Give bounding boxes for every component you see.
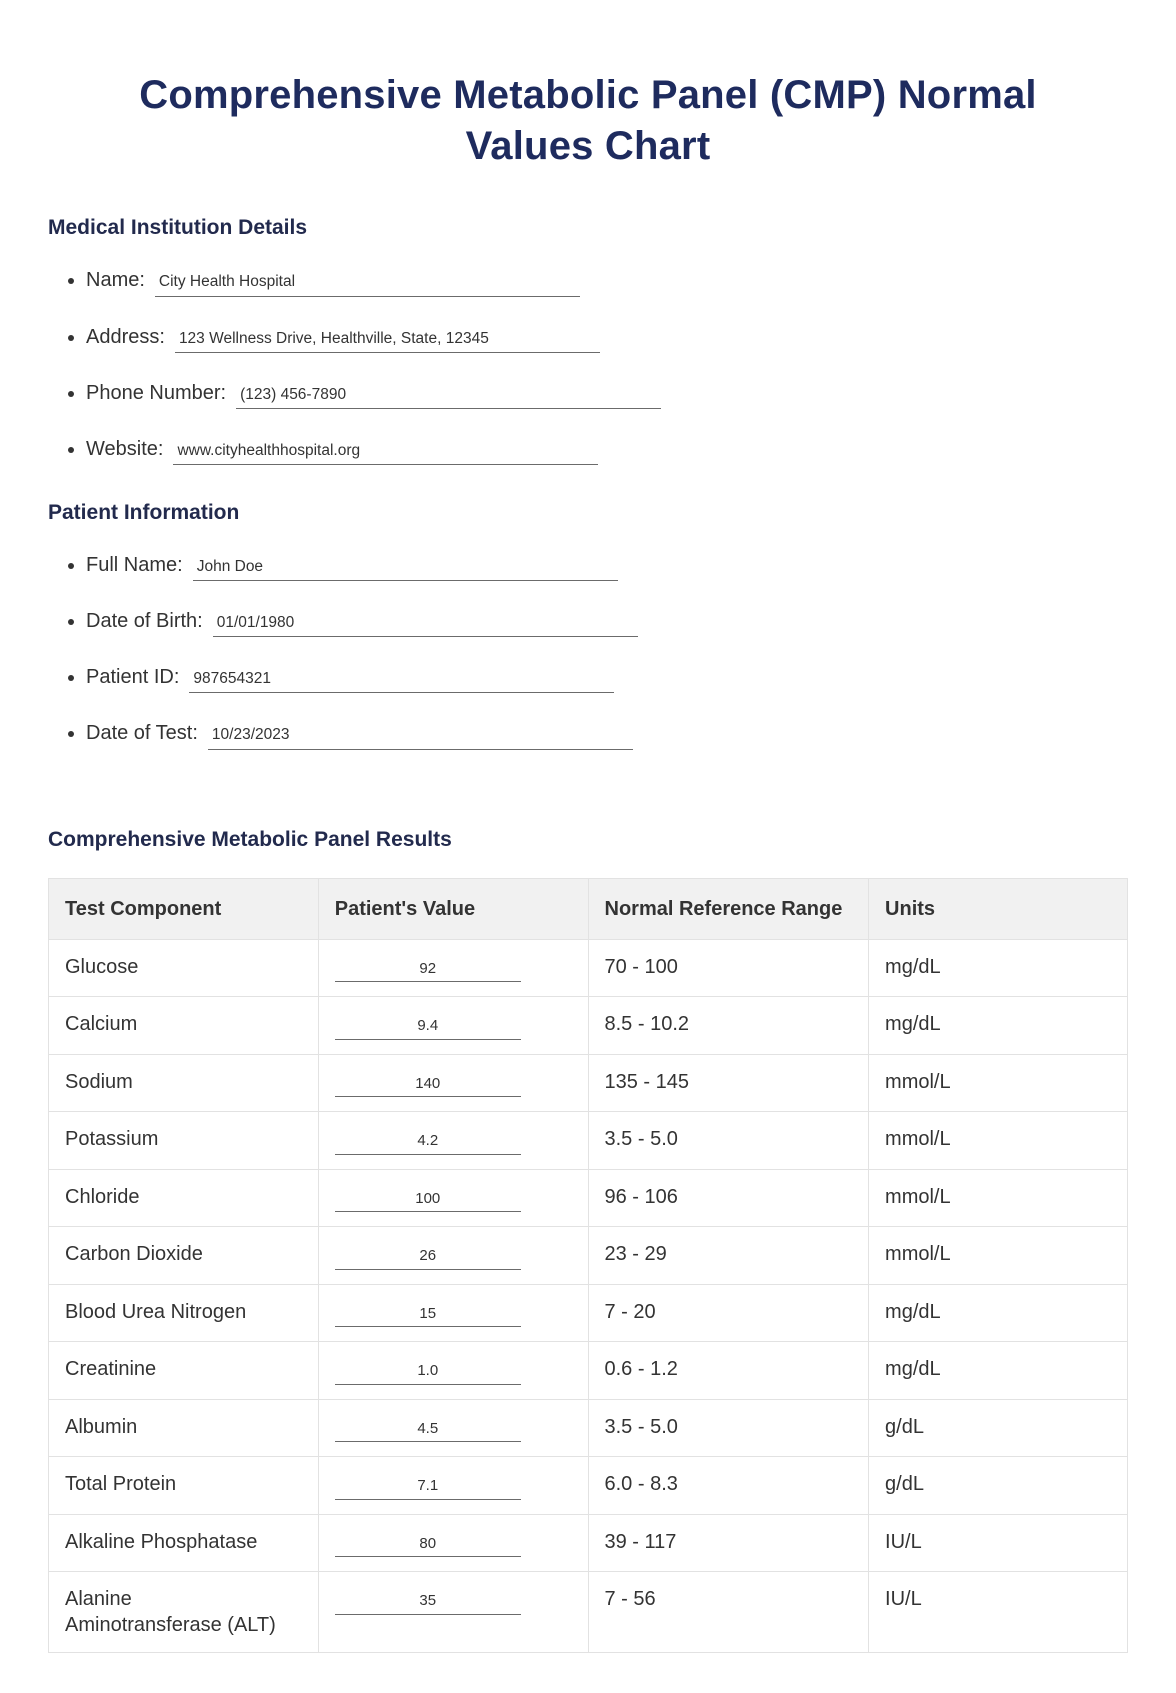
units-cell <box>869 1227 1128 1285</box>
patient-value-cell <box>318 1169 588 1227</box>
test-component-cell <box>49 1054 319 1112</box>
test-component-cell <box>49 1169 319 1227</box>
table-row <box>49 1054 1128 1112</box>
test-component-label: Sodium <box>65 1070 133 1093</box>
patient-section <box>48 501 1128 750</box>
field-label: Phone Number: <box>86 381 227 404</box>
table-row <box>49 1112 1128 1170</box>
table-body <box>49 939 1128 1653</box>
field-value-line[interactable]: (123) 456-7890 <box>236 385 661 409</box>
test-component-label: Total Protein <box>65 1473 177 1495</box>
units-text: mg/dL <box>885 1358 941 1380</box>
reference-range-cell <box>588 1399 869 1457</box>
reference-range-text: 135 - 145 <box>604 1070 690 1093</box>
field-value-line[interactable]: City Health Hospital <box>155 272 580 296</box>
test-component-label: Glucose <box>65 955 139 978</box>
table-row <box>49 1514 1128 1572</box>
test-component-cell <box>49 1457 319 1515</box>
patient-value-underline[interactable]: 35 <box>335 1591 521 1615</box>
patient-value-cell <box>318 1399 588 1457</box>
patient-value-underline[interactable]: 80 <box>335 1534 521 1558</box>
patient-value-cell <box>318 1284 588 1342</box>
test-component-label: Potassium <box>65 1128 159 1150</box>
field-value-line[interactable]: 10/23/2023 <box>208 725 633 749</box>
units-text: IU/L <box>885 1588 922 1610</box>
units-text: mg/dL <box>885 1300 941 1323</box>
field-value-line[interactable]: 987654321 <box>189 669 614 693</box>
patient-value-underline[interactable]: 100 <box>335 1189 521 1213</box>
patient-value-cell <box>318 939 588 997</box>
reference-range-cell <box>588 1457 869 1515</box>
test-component-label: Albumin <box>65 1415 138 1438</box>
patient-value-cell <box>318 1112 588 1170</box>
units-cell <box>869 1514 1128 1572</box>
test-component-label: Alkaline Phosphatase <box>65 1530 258 1553</box>
table-row <box>49 1284 1128 1342</box>
table-row <box>49 997 1128 1055</box>
test-component-cell <box>49 1284 319 1342</box>
table-column-header: Units <box>869 878 1128 939</box>
form-field <box>86 267 1128 296</box>
table-row <box>49 1227 1128 1285</box>
institution-heading: Medical Institution Details <box>48 216 308 240</box>
table-header-row <box>49 878 1128 939</box>
units-text: IU/L <box>885 1530 922 1553</box>
results-section <box>48 828 1128 1654</box>
test-component-cell <box>49 1514 319 1572</box>
field-value-line[interactable]: 01/01/1980 <box>213 613 638 637</box>
table-column-header: Patient's Value <box>318 878 588 939</box>
test-component-cell <box>49 1342 319 1400</box>
field-value-line[interactable]: John Doe <box>193 557 618 581</box>
patient-value-underline[interactable]: 7.1 <box>335 1476 521 1500</box>
patient-value-cell <box>318 1514 588 1572</box>
test-component-label: Blood Urea Nitrogen <box>65 1300 247 1323</box>
reference-range-cell <box>588 1227 869 1285</box>
reference-range-text: 3.5 - 5.0 <box>604 1128 678 1150</box>
units-cell <box>869 1284 1128 1342</box>
units-text: mmol/L <box>885 1128 951 1150</box>
test-component-label: Calcium <box>65 1013 138 1035</box>
reference-range-text: 7 - 20 <box>604 1300 656 1323</box>
units-cell <box>869 1054 1128 1112</box>
table-row <box>49 1169 1128 1227</box>
reference-range-text: 96 - 106 <box>604 1185 678 1208</box>
patient-value-cell <box>318 1054 588 1112</box>
test-component-label: Alanine Aminotransferase (ALT) <box>65 1588 276 1636</box>
reference-range-cell <box>588 1514 869 1572</box>
units-cell <box>869 1572 1128 1653</box>
reference-range-text: 8.5 - 10.2 <box>604 1013 690 1035</box>
field-label: Date of Birth: <box>86 610 203 633</box>
form-field <box>86 324 1128 353</box>
field-value-line[interactable]: www.cityhealthhospital.org <box>173 441 598 465</box>
patient-heading: Patient Information <box>48 500 240 524</box>
patient-value-underline[interactable]: 1.0 <box>335 1361 521 1385</box>
field-label: Patient ID: <box>86 666 180 689</box>
reference-range-text: 0.6 - 1.2 <box>604 1358 678 1380</box>
units-text: mmol/L <box>885 1243 951 1265</box>
institution-fields <box>48 267 1128 465</box>
form-field <box>86 664 1128 693</box>
table-row <box>49 1342 1128 1400</box>
units-text: mmol/L <box>885 1185 951 1208</box>
field-label: Full Name: <box>86 553 183 576</box>
patient-value-underline[interactable]: 140 <box>335 1074 521 1098</box>
field-value-line[interactable]: 123 Wellness Drive, Healthville, State, 12345 <box>175 329 600 353</box>
test-component-label: Creatinine <box>65 1358 157 1380</box>
units-text: mmol/L <box>885 1070 951 1093</box>
patient-value-underline[interactable]: 9.4 <box>335 1016 521 1040</box>
reference-range-cell <box>588 1112 869 1170</box>
reference-range-text: 23 - 29 <box>604 1243 667 1265</box>
test-component-cell <box>49 1227 319 1285</box>
test-component-cell <box>49 997 319 1055</box>
reference-range-cell <box>588 1572 869 1653</box>
units-text: mg/dL <box>885 955 941 978</box>
units-cell <box>869 997 1128 1055</box>
field-label: Address: <box>86 325 165 348</box>
test-component-cell <box>49 1572 319 1653</box>
table-column-header: Test Component <box>49 878 319 939</box>
units-cell <box>869 1169 1128 1227</box>
units-cell <box>869 939 1128 997</box>
field-label: Website: <box>86 437 164 460</box>
units-cell <box>869 1342 1128 1400</box>
reference-range-cell <box>588 939 869 997</box>
units-cell <box>869 1399 1128 1457</box>
patient-value-cell <box>318 1227 588 1285</box>
page-title: Comprehensive Metabolic Panel (CMP) Normal Values Chart <box>139 73 1037 169</box>
field-label: Name: <box>86 269 145 292</box>
test-component-cell <box>49 1399 319 1457</box>
units-cell <box>869 1112 1128 1170</box>
results-heading: Comprehensive Metabolic Panel Results <box>48 827 452 851</box>
patient-fields <box>48 552 1128 750</box>
units-text: mg/dL <box>885 1013 941 1035</box>
patient-value-underline[interactable]: 15 <box>335 1304 521 1328</box>
reference-range-cell <box>588 1169 869 1227</box>
test-component-label: Chloride <box>65 1185 140 1208</box>
table-row <box>49 939 1128 997</box>
patient-value-underline[interactable]: 4.5 <box>335 1419 521 1443</box>
form-field <box>86 436 1128 465</box>
patient-value-cell <box>318 997 588 1055</box>
form-field <box>86 380 1128 409</box>
reference-range-cell <box>588 1284 869 1342</box>
patient-value-cell <box>318 1342 588 1400</box>
table-column-header: Normal Reference Range <box>588 878 869 939</box>
reference-range-cell <box>588 1342 869 1400</box>
patient-value-underline[interactable]: 92 <box>335 959 521 983</box>
form-field <box>86 552 1128 581</box>
reference-range-cell <box>588 1054 869 1112</box>
field-label: Date of Test: <box>86 722 198 745</box>
test-component-label: Carbon Dioxide <box>65 1243 203 1265</box>
reference-range-text: 39 - 117 <box>604 1530 677 1553</box>
reference-range-text: 70 - 100 <box>604 955 678 978</box>
patient-value-cell <box>318 1457 588 1515</box>
test-component-cell <box>49 939 319 997</box>
patient-value-cell <box>318 1572 588 1653</box>
units-text: g/dL <box>885 1473 924 1495</box>
patient-value-underline[interactable]: 26 <box>335 1246 521 1270</box>
reference-range-cell <box>588 997 869 1055</box>
results-table <box>48 878 1128 1654</box>
reference-range-text: 7 - 56 <box>604 1588 656 1610</box>
form-field <box>86 720 1128 749</box>
units-text: g/dL <box>885 1415 924 1438</box>
test-component-cell <box>49 1112 319 1170</box>
table-row <box>49 1399 1128 1457</box>
table-row <box>49 1572 1128 1653</box>
units-cell <box>869 1457 1128 1515</box>
reference-range-text: 3.5 - 5.0 <box>604 1415 678 1438</box>
institution-section <box>48 216 1128 465</box>
reference-range-text: 6.0 - 8.3 <box>604 1473 678 1495</box>
form-field <box>86 608 1128 637</box>
patient-value-underline[interactable]: 4.2 <box>335 1131 521 1155</box>
table-row <box>49 1457 1128 1515</box>
